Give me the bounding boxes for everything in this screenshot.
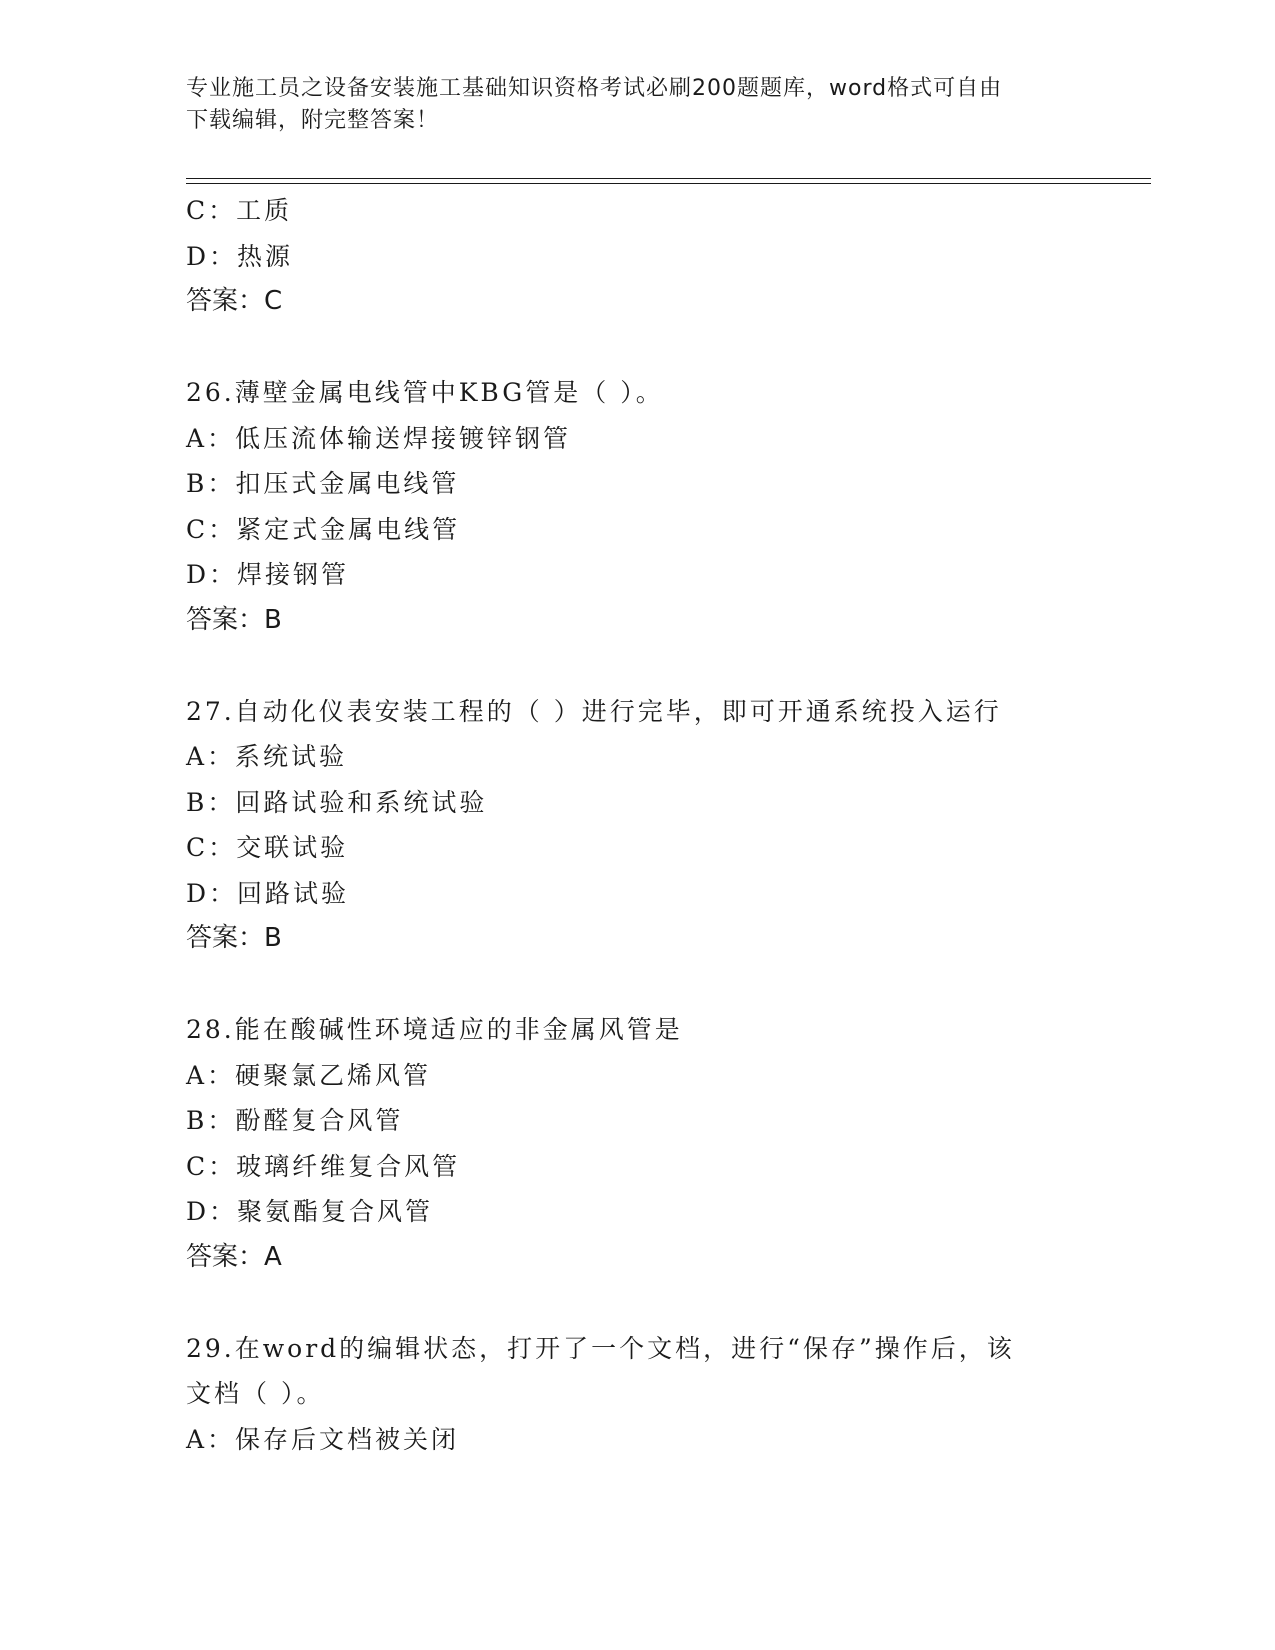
option-d: D：热源 [186, 241, 294, 271]
option-c: C：紧定式金属电线管 [186, 514, 461, 544]
option-b: B：酚醛复合风管 [186, 1106, 404, 1135]
question-text: 28.能在酸碱性环境适应的非金属风管是 [186, 1015, 683, 1044]
header-line-2: 下载编辑，附完整答案！ [186, 108, 440, 133]
question-28 [186, 1007, 1086, 1280]
option-c: C：交联试验 [186, 833, 349, 862]
question-list [186, 188, 1086, 1462]
option-a: A：低压流体输送焊接镀锌钢管 [186, 423, 572, 453]
header-rule-bottom [186, 183, 1151, 184]
option-b: B：回路试验和系统试验 [186, 787, 488, 817]
question-text: 26.薄壁金属电线管中KBG管是（ ）。 [186, 378, 664, 407]
question-text-continued: 文档（ ）。 [186, 1379, 325, 1408]
answer-line: 答案：B [186, 604, 282, 635]
option-c: C：玻璃纤维复合风管 [186, 1151, 461, 1181]
answer-line: 答案：C [186, 286, 283, 316]
header-rule-top [186, 178, 1151, 179]
option-a: A：系统试验 [186, 742, 348, 771]
option-d: D：聚氨酯复合风管 [186, 1197, 434, 1226]
question-27 [186, 689, 1086, 962]
question-text: 29.在word的编辑状态，打开了一个文档，进行“保存”操作后，该 [186, 1333, 1015, 1363]
option-a: A：硬聚氯乙烯风管 [186, 1060, 432, 1090]
answer-line: 答案：A [186, 1241, 282, 1272]
header-line-1: 专业施工员之设备安装施工基础知识资格考试必刷200题题库，word格式可自由 [186, 76, 1003, 101]
answer-line: 答案：B [186, 923, 282, 953]
question-text: 27.自动化仪表安装工程的（ ）进行完毕，即可开通系统投入运行 [186, 696, 1002, 726]
option-c: C：工质 [186, 196, 293, 225]
option-d: D：回路试验 [186, 878, 350, 908]
option-a: A：保存后文档被关闭 [186, 1424, 460, 1454]
question-26 [186, 370, 1086, 643]
question-25-continued [186, 188, 1086, 325]
option-d: D：焊接钢管 [186, 560, 350, 589]
option-b: B：扣压式金属电线管 [186, 469, 460, 498]
question-29 [186, 1326, 1086, 1463]
document-header [186, 73, 1086, 137]
